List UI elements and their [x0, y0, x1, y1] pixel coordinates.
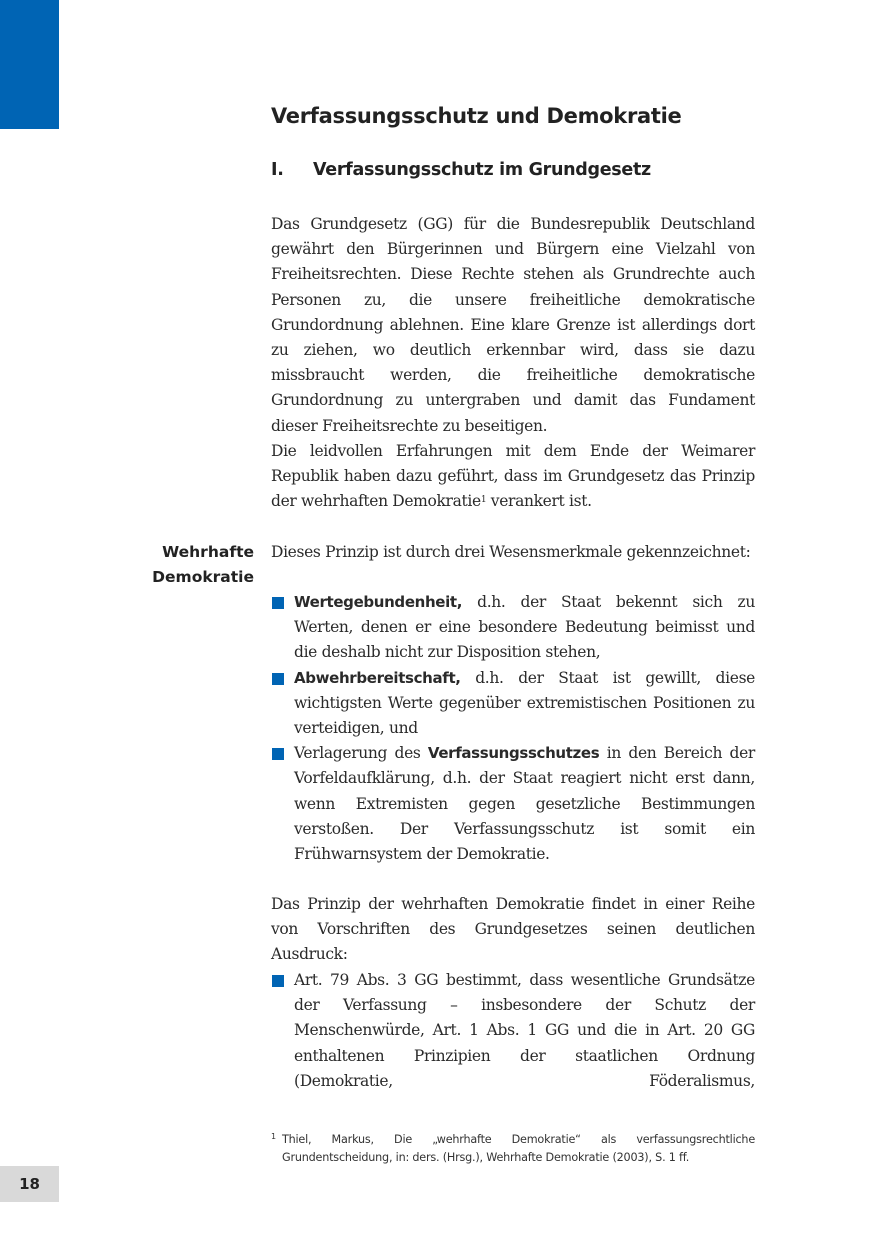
paragraph-weimar-text: Die leidvollen Erfahrungen mit dem Ende der Weimarer Republik haben dazu geführt, dass im Grundgesetz das Prinzip der wehrhaften Demokratie: [271, 442, 755, 511]
square-bullet-icon: [272, 975, 284, 987]
paragraph-expression: Das Prinzip der wehrhaften Demokratie findet in einer Reihe von Vorschriften des Grundgesetzes seinen deutlichen Ausdruck:: [271, 895, 755, 964]
page-title: Verfassungsschutz und Demokratie: [271, 104, 682, 128]
characteristics-list: [271, 590, 755, 867]
list-item: [271, 666, 755, 742]
list-item-pre: Verlagerung des: [294, 744, 428, 763]
list-item-text: d.h. der Staat ist gewillt, diese wichtigsten Werte gegenüber extremistischen Positionen zu verteidigen, und: [294, 668, 755, 738]
square-bullet-icon: [272, 673, 284, 685]
paragraph-principle: Dieses Prinzip ist durch drei Wesensmerkmale gekennzeichnet:: [271, 543, 751, 561]
list-item-text: in den Bereich der Vorfeldaufklärung, d.h. der Staat reagiert nicht erst dann, wenn Extremisten gegen gesetzliche Bestimmungen verstoßen. Der Verfassungsschutz ist somit ein Frühwarnsystem der Demokratie.: [294, 744, 755, 864]
margin-note: [100, 540, 254, 590]
footnote-reference: 1: [480, 495, 487, 506]
list-item-text: d.h. der Staat bekennt sich zu Werten, denen er eine besondere Bedeutung beimisst und die deshalb nicht zur Disposition stehen,: [294, 593, 755, 662]
section-title: Verfassungsschutz im Grundgesetz: [313, 160, 651, 180]
list-item-bold: Wertegebundenheit,: [294, 593, 463, 611]
list-item: [271, 741, 755, 867]
margin-note-line1: Wehrhafte: [162, 543, 254, 561]
section-heading: [271, 160, 651, 180]
articles-list: [271, 968, 755, 1094]
margin-note-line2: Demokratie: [152, 568, 254, 587]
square-bullet-icon: [272, 748, 284, 760]
footnote-text: Thiel, Markus, Die „wehrhafte Demokratie“ als verfassungsrechtliche Grundentscheidung, in: ders. (Hrsg.), Wehrhafte Demokratie (2003), S. 1 ff.: [282, 1133, 755, 1164]
list-item: [271, 590, 755, 666]
section-number: I.: [271, 160, 284, 180]
paragraph-intro: Das Grundgesetz (GG) für die Bundesrepublik Deutschland gewährt den Bürgerinnen und Bürgern eine Vielzahl von Freiheitsrechten. Diese Rechte stehen als Grundrechte auch Personen zu, die unsere freiheitliche demokratische Grundordnung ablehnen. Eine klare Grenze ist allerdings dort zu ziehen, wo deutlich erkennbar wird, dass sie dazu missbraucht werden, die freiheitliche demokratische Grundordnung zu untergraben und damit das Fundament dieser Freiheitsrechte zu beseitigen.: [271, 215, 755, 435]
list-item-text: Art. 79 Abs. 3 GG bestimmt, dass wesentliche Grundsätze der Verfassung – insbesondere der Schutz der Menschenwürde, Art. 1 Abs. 1 GG und die in Art. 20 GG enthaltenen Prinzipien der staatlichen Ordnung (Demokratie, Föderalismus,: [294, 971, 755, 1090]
square-bullet-icon: [272, 597, 284, 609]
list-item-bold: Abwehrbereitschaft,: [294, 668, 461, 687]
footnote: [271, 1131, 755, 1167]
footnote-number: 1: [271, 1132, 276, 1141]
paragraph-weimar: [271, 439, 755, 515]
list-item: [271, 968, 755, 1094]
list-item-bold: Verfassungsschutzes: [427, 744, 600, 763]
chapter-color-tab: [0, 0, 59, 129]
paragraph-weimar-text-end: verankert ist.: [486, 492, 592, 511]
page-number: 18: [0, 1166, 59, 1202]
